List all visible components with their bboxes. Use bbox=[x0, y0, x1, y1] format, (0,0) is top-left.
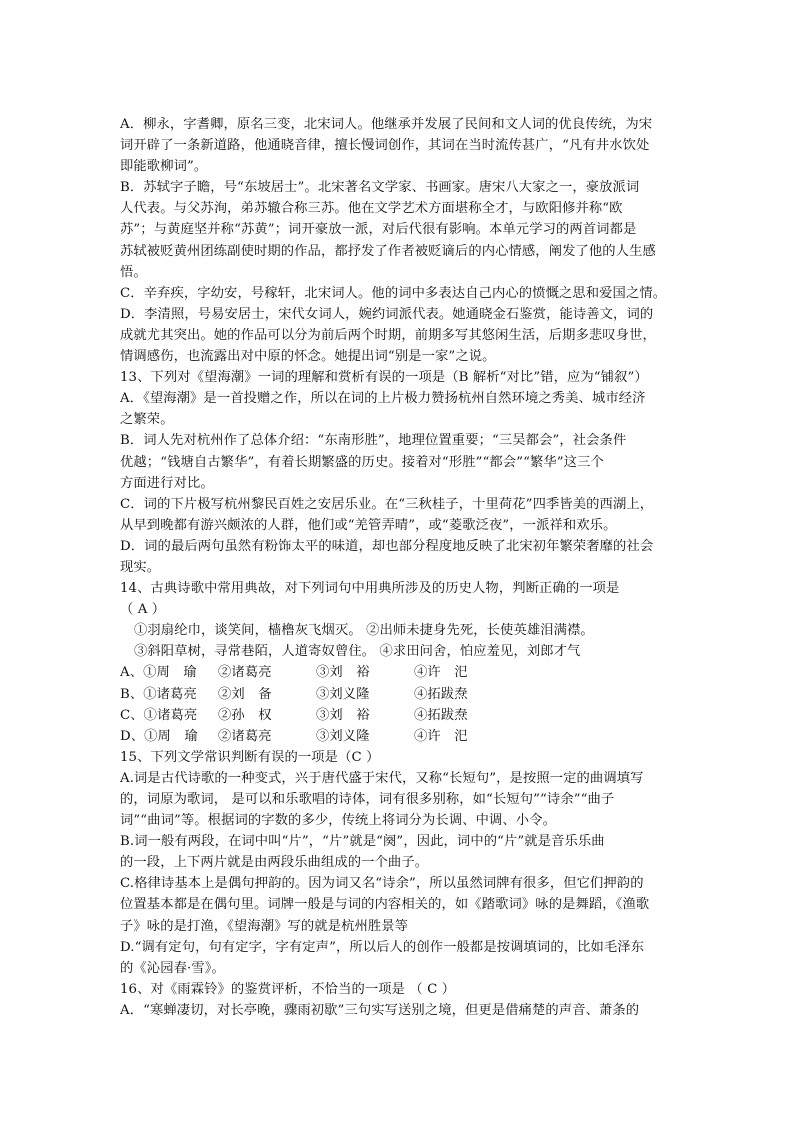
text-line: 成就尤其突出。她的作品可以分为前后两个时期，前期多写其悠闲生活，后期多悲叹身世， bbox=[120, 327, 656, 343]
text-line: 苏”；与黄庭坚并称“苏黄”；词开豪放一派，对后代很有影响。本单元学习的两首词都是 bbox=[120, 222, 637, 238]
text-line: B．词人先对杭州作了总体介绍：“东南形胜”，地理位置重要；“三吴都会”，社会条件 bbox=[120, 433, 627, 449]
text-line: B．苏轼字子瞻，号“东坡居士”。北宋著名文学家、书画家。唐宋八大家之一，豪放派词 bbox=[120, 180, 640, 196]
text-line: C．辛弃疾，字幼安，号稼轩，北宋词人。他的词中多表达自己内心的愤慨之思和爱国之情。 bbox=[120, 285, 667, 301]
quote-line: ①羽扇纶巾，谈笑间，樯橹灰飞烟灭。 ②出师未捷身先死，长使英雄泪满襟。 bbox=[134, 623, 594, 639]
option-cell: ③刘义隆 bbox=[316, 728, 370, 744]
option-cell: ③刘 裕 bbox=[316, 665, 370, 681]
text-line: 的，词原为歌词， 是可以和乐歌唱的诗体，词有很多别称，如“长短句”“诗余”“曲子 bbox=[120, 792, 615, 807]
text-line: 即能歌柳词”。 bbox=[120, 159, 208, 175]
text-line: C.格律诗基本上是偶句押韵的。因为词又名“诗余”，所以虽然词牌有很多，但它们押韵的 bbox=[120, 876, 644, 892]
text-line: 词开辟了一条新道路，他通晓音律，擅长慢词创作，其词在当时流传甚广，“凡有井水饮处 bbox=[120, 138, 650, 154]
text-line: A.词是古代诗歌的一种变式，兴于唐代盛于宋代，又称“长短句”，是按照一定的曲调填写 bbox=[120, 770, 644, 786]
text-line: 情调感伤，也流露出对中原的怀念。她提出词“别是一家”之说。 bbox=[120, 349, 496, 365]
text-line: 词”“曲词”等。根据词的字数的多少，传统上将词分为长调、中调、小令。 bbox=[120, 813, 556, 829]
text-line: 优越；“钱塘自古繁华”，有着长期繁盛的历史。接着对“形胜”“都会”“繁华”这三个 bbox=[120, 454, 604, 470]
text-line: D．李清照，号易安居士，宋代女词人，婉约词派代表。她通晓金石鉴赏，能诗善文，词的 bbox=[120, 306, 654, 322]
text-line: 的一段，上下两片就是由两段乐曲组成的一个曲子。 bbox=[120, 855, 429, 871]
text-line: 的《沁园春·雪》。 bbox=[120, 960, 225, 976]
option-cell: ④拓跋焘 bbox=[414, 686, 468, 702]
option-row-a bbox=[120, 662, 676, 683]
option-cell: ③刘义隆 bbox=[316, 686, 370, 702]
text-line: B.词一般有两段，在词中叫“片”，“片”就是“阕”，因此，词中的“片”就是音乐乐曲 bbox=[120, 834, 605, 850]
option-cell: ③刘 裕 bbox=[316, 707, 370, 723]
text-line: 从早到晚都有游兴颇浓的人群，他们或“羌管弄晴”，或“菱歌泛夜”，一派祥和欢乐。 bbox=[120, 517, 617, 533]
text-line: D.“调有定句，句有定字，字有定声”，所以后人的创作一般都是按调填词的，比如毛泽东 bbox=[120, 939, 645, 955]
option-cell: ④许 汜 bbox=[414, 665, 468, 681]
text-line: 位置基本都是在偶句里。词牌一般是与词的内容相关的，如《踏歌词》咏的是舞蹈，《渔歌 bbox=[120, 897, 650, 913]
option-cell: ②刘 备 bbox=[218, 686, 272, 702]
text-line: A．“寒蝉凄切，对长亭晚，骤雨初歇”三句实写送别之境，但更是借痛楚的声音、萧条的 bbox=[120, 1002, 640, 1018]
quote-line: ③斜阳草树，寻常巷陌，人道寄奴曾住。 ④求田问舍，怕应羞见，刘郎才气 bbox=[134, 644, 581, 660]
question-16-stem: 16、对《雨霖铃》的鉴赏评析，不恰当的一项是 （ C ） bbox=[120, 981, 456, 997]
question-13-stem: 13、下列对《望海潮》一词的理解和赏析有误的一项是（B 解析“对比”错，应为“铺叙”） bbox=[120, 370, 648, 386]
question-14-answer: （ A ） bbox=[120, 602, 166, 618]
option-cell: A、①周 瑜 bbox=[120, 665, 197, 681]
text-line: 现实。 bbox=[120, 559, 161, 575]
option-row-b bbox=[120, 684, 676, 705]
text-line: A．《望海潮》是一首投赠之作，所以在词的上片极力赞扬杭州自然环境之秀美、城市经济 bbox=[120, 391, 646, 407]
option-cell: ④拓跋焘 bbox=[414, 707, 468, 723]
option-cell: ②诸葛亮 bbox=[218, 665, 272, 681]
option-cell: B、①诸葛亮 bbox=[120, 686, 197, 702]
text-line: A．柳永，字耆卿，原名三变，北宋词人。他继承并发展了民间和文人词的优良传统，为宋 bbox=[120, 117, 653, 132]
text-line: 苏轼被贬黄州团练副使时期的作品，都抒发了作者被贬谪后的内心情感，阐发了他的人生感 bbox=[120, 243, 656, 259]
text-line: 悟。 bbox=[120, 264, 147, 280]
text-line: 子》咏的是打渔，《望海潮》写的就是杭州胜景等 bbox=[120, 918, 409, 934]
text-block-1 bbox=[120, 114, 676, 1021]
text-line: 方面进行对比。 bbox=[120, 475, 214, 491]
option-cell: C、①诸葛亮 bbox=[120, 707, 198, 723]
question-14-stem: 14、古典诗歌中常用典故，对下列词句中用典所涉及的历史人物，判断正确的一项是 bbox=[120, 581, 620, 597]
text-line: C．词的下片极写杭州黎民百姓之安居乐业。在“三秋桂子，十里荷花”四季皆美的西湖上， bbox=[120, 496, 654, 512]
option-row-c bbox=[120, 705, 676, 726]
option-cell: D、①周 瑜 bbox=[120, 728, 198, 744]
option-cell: ②诸葛亮 bbox=[218, 728, 272, 744]
option-row-d bbox=[120, 726, 676, 747]
text-line: 人代表。与父苏洵，弟苏辙合称三苏。他在文学艺术方面堪称全才，与欧阳修并称“欧 bbox=[120, 201, 623, 217]
text-line: 之繁荣。 bbox=[120, 412, 174, 428]
text-line: D．词的最后两句虽然有粉饰太平的味道，却也部分程度地反映了北宋初年繁荣奢靡的社会 bbox=[120, 538, 654, 554]
option-cell: ④许 汜 bbox=[414, 728, 468, 744]
option-cell: ②孙 权 bbox=[218, 707, 272, 723]
question-15-stem: 15、下列文学常识判断有误的一项是（C ） bbox=[120, 749, 380, 765]
